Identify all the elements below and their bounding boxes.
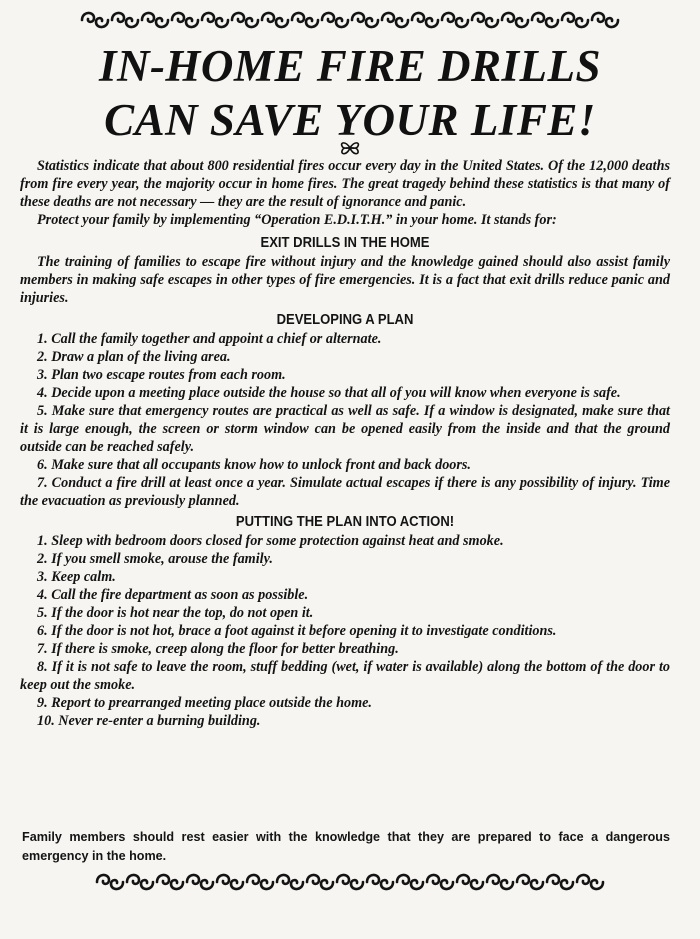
list-item: 3. Keep calm. [37,569,116,585]
list-item: 2. If you smell smoke, arouse the family. [37,551,273,567]
scroll-motif-icon [322,13,348,27]
scroll-motif-icon [82,13,108,27]
scroll-ornament-icon [80,9,620,31]
scroll-motif-icon [217,875,243,889]
scroll-motif-icon [547,875,573,889]
list-item: 5. If the door is hot near the top, do not open it. [37,605,314,621]
scroll-motif-icon [187,875,213,889]
list-item: 3. Plan two escape routes from each room. [37,367,286,383]
scroll-motif-icon [352,13,378,27]
heading-exit-drills: EXIT DRILLS IN THE HOME [260,235,430,251]
page-title-line-1: IN-HOME FIRE DRILLS [98,41,602,91]
list-item: 10. Never re-enter a burning building. [37,713,261,729]
list-item: 9. Report to prearranged meeting place outside the home. [37,695,372,711]
list-item: 8. If it is not safe to leave the room, stuff bedding (wet, if water is available) along the bottom of the door to keep out the smoke. [20,659,670,693]
scroll-motif-icon [562,13,588,27]
scroll-motif-icon [307,875,333,889]
developing-plan-list [20,330,670,510]
intro-paragraph-1: Statistics indicate that about 800 residential fires occur every day in the United States. Of the 12,000 deaths from fire every year, the majority occur in home fires. The great tragedy behind these statistics is that many of these deaths are not necessary — they are the result of ignorance and panic. [20,158,670,210]
list-item: 7. If there is smoke, creep along the floor for better breathing. [37,641,399,657]
scroll-ornament-icon [95,871,605,893]
plan-into-action-list [20,532,670,730]
page-title-line-2: CAN SAVE YOUR LIFE! [104,95,596,145]
scroll-motif-icon [517,875,543,889]
scroll-motif-icon [142,13,168,27]
scroll-motif-icon [382,13,408,27]
scroll-motif-icon [577,875,603,889]
scroll-motif-icon [277,875,303,889]
scroll-motif-icon [112,13,138,27]
scroll-motif-icon [592,13,618,27]
heading-developing-a-plan: DEVELOPING A PLAN [276,312,414,328]
scroll-motif-icon [337,875,363,889]
scroll-motif-icon [97,875,123,889]
scroll-motif-icon [232,13,258,27]
scroll-motif-icon [202,13,228,27]
list-item: 4. Decide upon a meeting place outside the house so that all of you will know when everyone is safe. [37,385,621,401]
bottom-decorative-border [0,871,700,893]
scroll-motif-icon [172,13,198,27]
list-item: 1. Call the family together and appoint a chief or alternate. [37,331,382,347]
scroll-motif-icon [457,875,483,889]
scroll-motif-icon [367,875,393,889]
scroll-motif-icon [247,875,273,889]
closing-statement: Family members should rest easier with the knowledge that they are prepared to face a dangerous emergency in the home. [22,830,670,863]
flourish-ornament-icon [339,140,361,156]
intro-paragraph-2: Protect your family by implementing “Operation E.D.I.T.H.” in your home. It stands for: [37,212,557,228]
scroll-motif-icon [157,875,183,889]
exit-drills-paragraph: The training of families to escape fire without injury and the knowledge gained should also assist family members in making safe escapes in other types of fire emergencies. It is a fact that exit drills reduce panic and injuries. [20,254,670,306]
list-item: 6. Make sure that all occupants know how to unlock front and back doors. [37,457,471,473]
scroll-motif-icon [502,13,528,27]
scroll-motif-icon [532,13,558,27]
heading-putting-plan-into-action: PUTTING THE PLAN INTO ACTION! [235,514,455,530]
scroll-motif-icon [442,13,468,27]
scroll-motif-icon [412,13,438,27]
list-item: 4. Call the fire department as soon as possible. [37,587,309,603]
list-item: 2. Draw a plan of the living area. [37,349,231,365]
scroll-motif-icon [427,875,453,889]
list-item: 1. Sleep with bedroom doors closed for some protection against heat and smoke. [37,533,504,549]
top-decorative-border [0,9,700,31]
list-item: 7. Conduct a fire drill at least once a year. Simulate actual escapes if there is any possibility of injury. Time the evacuation as previously planned. [20,475,670,509]
scroll-motif-icon [292,13,318,27]
scroll-motif-icon [397,875,423,889]
scroll-motif-icon [472,13,498,27]
scroll-motif-icon [487,875,513,889]
scroll-motif-icon [127,875,153,889]
article-body [20,157,670,730]
list-item: 6. If the door is not hot, brace a foot against it before opening it to investigate conditions. [37,623,557,639]
scroll-motif-icon [262,13,288,27]
list-item: 5. Make sure that emergency routes are practical as well as safe. If a window is designated, make sure that it is large enough, the screen or storm window can be opened easily from the inside and that the ground outside can be reached safely. [20,403,670,455]
